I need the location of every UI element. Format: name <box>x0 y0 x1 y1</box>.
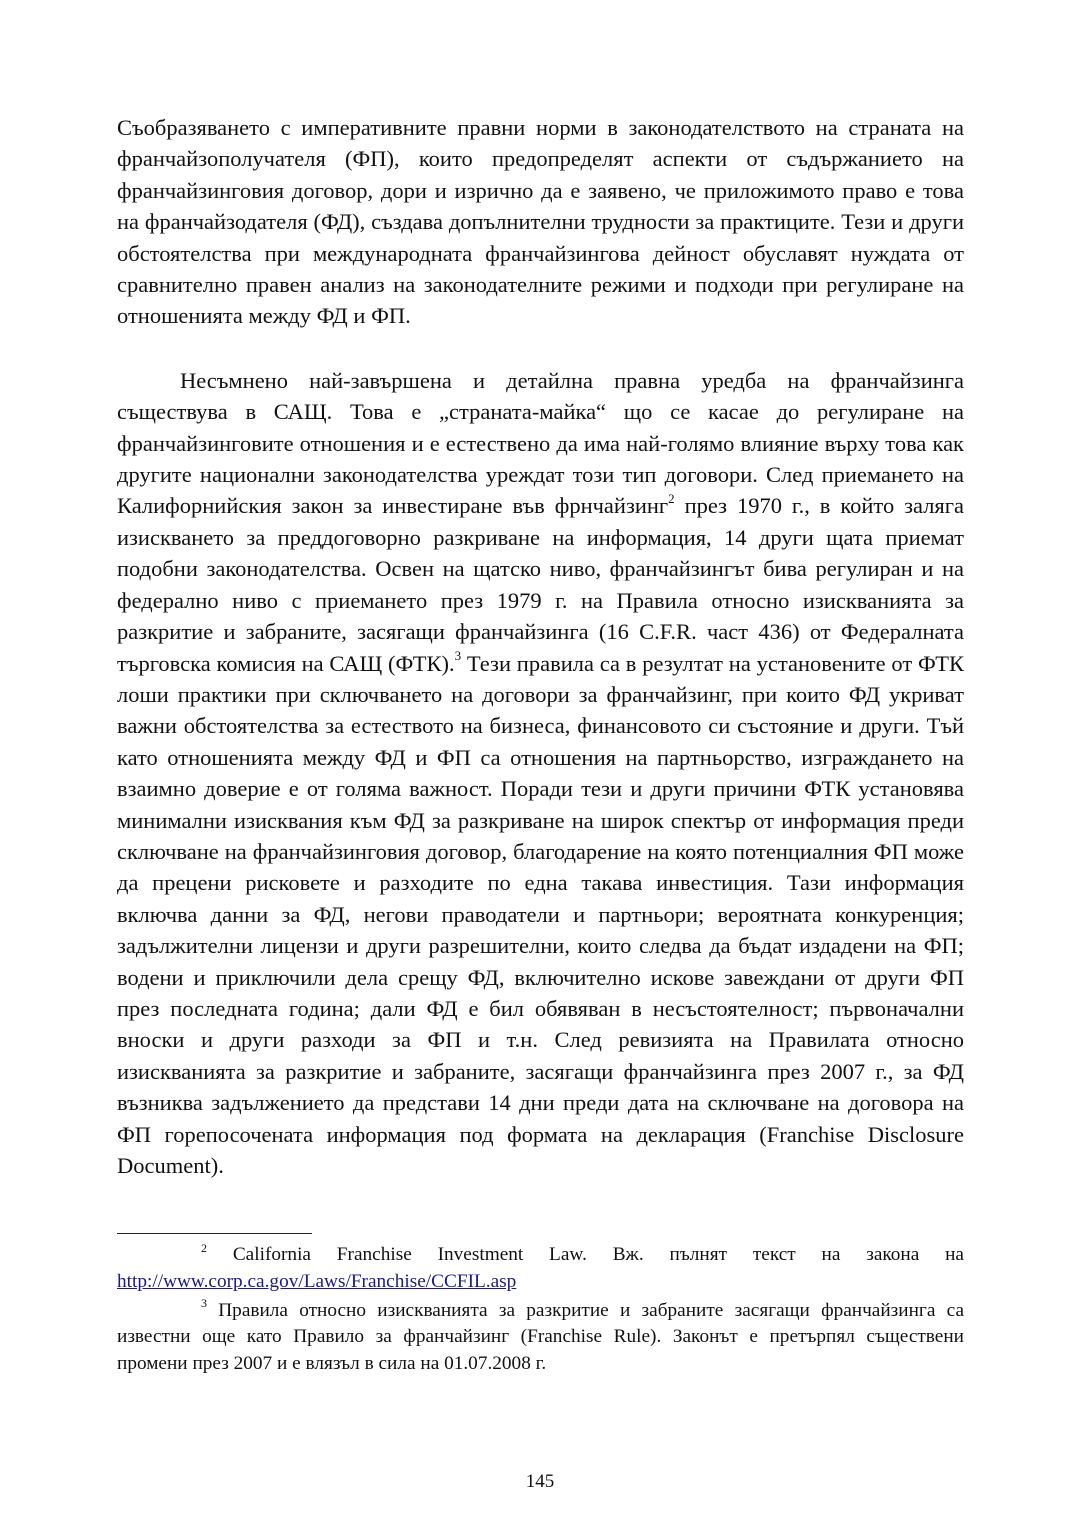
footnotes <box>117 1242 964 1378</box>
paragraph-2-part-1: Несъмнено най-завършена и детайлна правна уредба на франчайзинга съществува в САЩ. Това е „страната-майка“ що се касае до регулиране на франчайзинговите отношения и е естествено да има най-голямо влияние върху това как другите национални законодателства уреждат този тип договори. След приемането на Калифорнийския закон за инвестиране във фрнчайзинг <box>117 367 964 519</box>
footnote-2-text: California Franchise Investment Law. Вж. пълнят текст на закона на <box>207 1244 964 1265</box>
paragraph-1 <box>117 112 964 332</box>
footnote-divider <box>117 1233 312 1234</box>
paragraph-2 <box>117 365 964 1182</box>
paragraph-2-part-3: Тези правила са в резултат на установените от ФТК лоши практики при сключването на договори за франчайзинг, при които ФД укриват важни обстоятелства за естеството на бизнеса, финансовото си състояние и други. Тъй като отношенията между ФД и ФП са отношения на партньорство, изграждането на взаимно доверие е от голяма важност. Поради тези и други причини ФТК установява минимални изисквания към ФД за разкриване на широк спектър от информация преди сключване на франчайзинговия договор, благодарение на която потенциалния ФП може да прецени рисковете и разходите по една такава инвестиция. Тази информация включва данни за ФД, негови праводатели и партньори; вероятната конкуренция; задължителни лицензи и други разрешителни, които следва да бъдат издадени на ФП; водени и приключили дела срещу ФД, включително искове завеждани от други ФП през последната година; дали ФД е бил обявяван в несъстоятелност; първоначални вноски и други разходи за ФП и т.н. След ревизията на Правилата относно изискванията за разкритие и забраните, засягащи франчайзинга през 2007 г., за ФД възниква задължението да представи 14 дни преди дата на сключване на договора на ФП горепосочената информация под формата на декларация (Franchise Disclosure Document). <box>117 650 964 1178</box>
footnote-3-number: 3 <box>201 1296 207 1311</box>
footnote-3 <box>117 1298 964 1378</box>
footnote-ref-3[interactable]: 3 <box>454 648 462 663</box>
footnote-ref-2[interactable]: 2 <box>668 490 675 506</box>
footnote-3-text: Правила относно изискванията за разкритие и забраните засягащи франчайзинга са известни още като Правило за франчайзинг (Franchise Rule). Законът е претърпял съществени промени през 2007 и е влязъл в сила на 01.07.2008 г. <box>117 1299 964 1375</box>
page-number: 145 <box>525 1471 555 1492</box>
footnote-2-number: 2 <box>201 1240 207 1255</box>
paragraph-2-part-2: през 1970 г., в който заляга изискването за преддоговорно разкриване на информация, 14 други щата приемат подобни законодателства. Освен на щатско ниво, франчайзингът бива регулиран и на федерално ниво с приемането през 1979 г. на Правила относно изискванията за разкритие и забраните, засягащи франчайзинга (16 C.F.R. част 436) от Федералната търговска комисия на САЩ (ФТК). <box>117 493 964 676</box>
paragraph-1-text: Съобразяването с императивните правни норми в законодателството на страната на франчайзополучателя (ФП), които предопределят аспекти от съдържанието на франчайзинговия договор, дори и изрично да е заявено, че приложимото право е това на франчайзодателя (ФД), създава допълнителни трудности за практиците. Тези и други обстоятелства при международната франчайзингова дейност обуславят нуждата от сравнително правен анализ на законодателните режими и подходи при регулиране на отношенията между ФД и ФП. <box>117 115 964 329</box>
page-body <box>117 112 964 1181</box>
footnote-2-link[interactable]: http://www.corp.ca.gov/Laws/Franchise/CCFIL.asp <box>117 1270 517 1292</box>
footnote-2 <box>117 1242 964 1296</box>
